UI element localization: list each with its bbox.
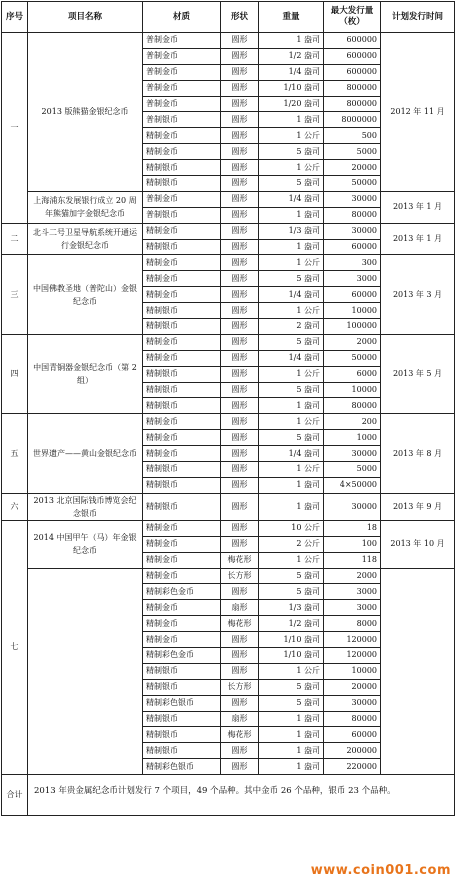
material-cell: 精制金币 bbox=[143, 520, 221, 536]
shape-cell: 圆形 bbox=[221, 584, 259, 600]
weight-cell: 1 公斤 bbox=[259, 663, 324, 679]
shape-cell: 圆形 bbox=[221, 663, 259, 679]
max-issue-cell: 80000 bbox=[324, 207, 381, 223]
weight-cell: 5 盎司 bbox=[259, 584, 324, 600]
material-cell: 精制金币 bbox=[143, 430, 221, 446]
shape-cell: 圆形 bbox=[221, 207, 259, 223]
max-issue-cell: 120000 bbox=[324, 632, 381, 648]
shape-cell: 圆形 bbox=[221, 446, 259, 462]
shape-cell: 圆形 bbox=[221, 759, 259, 775]
project-name: 2013 北京国际钱币博览会纪念银币 bbox=[28, 493, 143, 520]
material-cell: 精制银币 bbox=[143, 493, 221, 520]
material-cell: 精制金币 bbox=[143, 632, 221, 648]
max-issue-cell: 8000 bbox=[324, 616, 381, 632]
total-summary: 2013 年贵金属纪念币计划发行 7 个项目，49 个品种。其中金币 26 个品种，银币 23 个品种。 bbox=[28, 775, 455, 816]
shape-cell: 圆形 bbox=[221, 223, 259, 239]
shape-cell: 圆形 bbox=[221, 319, 259, 335]
max-issue-cell: 60000 bbox=[324, 727, 381, 743]
weight-cell: 1/10 盎司 bbox=[259, 647, 324, 663]
table-body bbox=[2, 33, 455, 775]
max-issue-cell: 20000 bbox=[324, 160, 381, 176]
coin-issue-plan-table bbox=[1, 1, 455, 816]
weight-cell: 1 盎司 bbox=[259, 759, 324, 775]
weight-cell: 1 公斤 bbox=[259, 160, 324, 176]
shape-cell: 圆形 bbox=[221, 176, 259, 192]
material-cell: 精制金币 bbox=[143, 350, 221, 366]
max-issue-cell: 118 bbox=[324, 552, 381, 568]
weight-cell: 1/4 盎司 bbox=[259, 350, 324, 366]
table-row bbox=[2, 191, 455, 207]
shape-cell: 圆形 bbox=[221, 33, 259, 49]
max-issue-cell: 30000 bbox=[324, 223, 381, 239]
material-cell: 精制银币 bbox=[143, 319, 221, 335]
material-cell: 精制银币 bbox=[143, 477, 221, 493]
weight-cell: 1/2 盎司 bbox=[259, 48, 324, 64]
material-cell: 精制金币 bbox=[143, 128, 221, 144]
max-issue-cell: 80000 bbox=[324, 398, 381, 414]
total-row bbox=[2, 775, 455, 816]
shape-cell: 圆形 bbox=[221, 382, 259, 398]
group-seq: 三 bbox=[2, 255, 28, 334]
max-issue-cell: 30000 bbox=[324, 446, 381, 462]
max-issue-cell: 100 bbox=[324, 536, 381, 552]
max-issue-cell: 100000 bbox=[324, 319, 381, 335]
shape-cell: 圆形 bbox=[221, 64, 259, 80]
material-cell: 精制金币 bbox=[143, 223, 221, 239]
material-cell: 精制银币 bbox=[143, 303, 221, 319]
weight-cell: 1 盎司 bbox=[259, 477, 324, 493]
header-row bbox=[2, 2, 455, 33]
shape-cell: 圆形 bbox=[221, 160, 259, 176]
shape-cell: 梅花形 bbox=[221, 616, 259, 632]
max-issue-cell: 1000 bbox=[324, 430, 381, 446]
max-issue-cell: 6000 bbox=[324, 366, 381, 382]
table-row bbox=[2, 414, 455, 430]
weight-cell: 1/4 盎司 bbox=[259, 287, 324, 303]
weight-cell: 1/4 盎司 bbox=[259, 446, 324, 462]
max-issue-cell: 30000 bbox=[324, 695, 381, 711]
group-seq: 七 bbox=[2, 520, 28, 774]
max-issue-cell: 600000 bbox=[324, 48, 381, 64]
col-header-weight: 重量 bbox=[259, 2, 324, 33]
plan-time: 2013 年 10 月 bbox=[381, 520, 455, 568]
plan-time: 2013 年 3 月 bbox=[381, 255, 455, 334]
weight-cell: 1 盎司 bbox=[259, 493, 324, 520]
shape-cell: 圆形 bbox=[221, 334, 259, 350]
material-cell: 精制金币 bbox=[143, 600, 221, 616]
max-issue-cell: 50000 bbox=[324, 350, 381, 366]
material-cell: 精制金币 bbox=[143, 616, 221, 632]
max-issue-cell: 2000 bbox=[324, 334, 381, 350]
weight-cell: 1/4 盎司 bbox=[259, 191, 324, 207]
weight-cell: 1 盎司 bbox=[259, 743, 324, 759]
material-cell: 精制银币 bbox=[143, 176, 221, 192]
material-cell: 精制银币 bbox=[143, 382, 221, 398]
weight-cell: 1 公斤 bbox=[259, 366, 324, 382]
weight-cell: 1/10 盎司 bbox=[259, 632, 324, 648]
project-name: 中国佛教圣地（普陀山）金银纪念币 bbox=[28, 255, 143, 334]
max-issue-cell: 8000000 bbox=[324, 112, 381, 128]
material-cell: 精制银币 bbox=[143, 679, 221, 695]
shape-cell: 圆形 bbox=[221, 536, 259, 552]
max-issue-cell: 18 bbox=[324, 520, 381, 536]
shape-cell: 圆形 bbox=[221, 414, 259, 430]
weight-cell: 1 盎司 bbox=[259, 711, 324, 727]
material-cell: 精制金币 bbox=[143, 287, 221, 303]
max-issue-cell: 300 bbox=[324, 255, 381, 271]
col-header-plan: 计划发行时间 bbox=[381, 2, 455, 33]
project-name: 2014 中国甲午（马）年金银纪念币 bbox=[28, 520, 143, 568]
material-cell: 普制金币 bbox=[143, 33, 221, 49]
material-cell: 精制金币 bbox=[143, 414, 221, 430]
shape-cell: 梅花形 bbox=[221, 552, 259, 568]
max-issue-cell: 2000 bbox=[324, 568, 381, 584]
material-cell: 普制金币 bbox=[143, 191, 221, 207]
weight-cell: 10 公斤 bbox=[259, 520, 324, 536]
weight-cell: 5 盎司 bbox=[259, 695, 324, 711]
project-name: 北斗二号卫星导航系统开通运行金银纪念币 bbox=[28, 223, 143, 255]
material-cell: 普制金币 bbox=[143, 80, 221, 96]
material-cell: 精制金币 bbox=[143, 334, 221, 350]
shape-cell: 圆形 bbox=[221, 695, 259, 711]
shape-cell: 圆形 bbox=[221, 366, 259, 382]
weight-cell: 1/2 盎司 bbox=[259, 616, 324, 632]
weight-cell: 1/3 盎司 bbox=[259, 223, 324, 239]
shape-cell: 圆形 bbox=[221, 271, 259, 287]
shape-cell: 圆形 bbox=[221, 430, 259, 446]
weight-cell: 2 公斤 bbox=[259, 536, 324, 552]
max-issue-cell: 50000 bbox=[324, 176, 381, 192]
shape-cell: 圆形 bbox=[221, 128, 259, 144]
weight-cell: 1 公斤 bbox=[259, 414, 324, 430]
material-cell: 精制银币 bbox=[143, 239, 221, 255]
max-issue-cell: 60000 bbox=[324, 287, 381, 303]
material-cell: 普制银币 bbox=[143, 112, 221, 128]
weight-cell: 1/10 盎司 bbox=[259, 80, 324, 96]
max-issue-cell: 30000 bbox=[324, 191, 381, 207]
weight-cell: 5 盎司 bbox=[259, 430, 324, 446]
material-cell: 精制金币 bbox=[143, 271, 221, 287]
weight-cell: 1 公斤 bbox=[259, 255, 324, 271]
project-name: 上海浦东发展银行成立 20 周年熊猫加字金银纪念币 bbox=[28, 191, 143, 223]
max-issue-cell: 800000 bbox=[324, 96, 381, 112]
shape-cell: 长方形 bbox=[221, 679, 259, 695]
shape-cell: 圆形 bbox=[221, 632, 259, 648]
material-cell: 精制银币 bbox=[143, 366, 221, 382]
weight-cell: 1 盎司 bbox=[259, 112, 324, 128]
weight-cell: 1 公斤 bbox=[259, 552, 324, 568]
plan-time: 2013 年 9 月 bbox=[381, 493, 455, 520]
weight-cell: 5 盎司 bbox=[259, 176, 324, 192]
weight-cell: 2 盎司 bbox=[259, 319, 324, 335]
weight-cell: 1 公斤 bbox=[259, 128, 324, 144]
max-issue-cell: 4×50000 bbox=[324, 477, 381, 493]
max-issue-cell: 200000 bbox=[324, 743, 381, 759]
shape-cell: 圆形 bbox=[221, 743, 259, 759]
project-name: 中国青铜器金银纪念币（第 2 组） bbox=[28, 334, 143, 413]
plan-time: 2013 年 5 月 bbox=[381, 334, 455, 413]
plan-time-blank bbox=[381, 568, 455, 775]
group-seq: 一 bbox=[2, 33, 28, 224]
weight-cell: 1 盎司 bbox=[259, 207, 324, 223]
weight-cell: 5 盎司 bbox=[259, 679, 324, 695]
material-cell: 精制彩色金币 bbox=[143, 647, 221, 663]
material-cell: 普制银币 bbox=[143, 207, 221, 223]
plan-time: 2013 年 1 月 bbox=[381, 191, 455, 223]
table-row bbox=[2, 223, 455, 239]
shape-cell: 圆形 bbox=[221, 477, 259, 493]
material-cell: 精制金币 bbox=[143, 255, 221, 271]
max-issue-cell: 600000 bbox=[324, 64, 381, 80]
material-cell: 精制彩色金币 bbox=[143, 584, 221, 600]
shape-cell: 圆形 bbox=[221, 80, 259, 96]
max-issue-cell: 120000 bbox=[324, 647, 381, 663]
table-row bbox=[2, 520, 455, 536]
weight-cell: 5 盎司 bbox=[259, 334, 324, 350]
weight-cell: 1/20 盎司 bbox=[259, 96, 324, 112]
material-cell: 精制金币 bbox=[143, 446, 221, 462]
material-cell: 精制金币 bbox=[143, 568, 221, 584]
shape-cell: 圆形 bbox=[221, 112, 259, 128]
material-cell: 精制金币 bbox=[143, 536, 221, 552]
col-header-shape: 形状 bbox=[221, 2, 259, 33]
weight-cell: 1 盎司 bbox=[259, 33, 324, 49]
max-issue-cell: 10000 bbox=[324, 382, 381, 398]
material-cell: 精制金币 bbox=[143, 144, 221, 160]
shape-cell: 圆形 bbox=[221, 96, 259, 112]
col-header-material: 材质 bbox=[143, 2, 221, 33]
watermark-logo: www.coin001.com bbox=[310, 863, 451, 878]
shape-cell: 圆形 bbox=[221, 398, 259, 414]
table-row bbox=[2, 493, 455, 520]
shape-cell: 圆形 bbox=[221, 350, 259, 366]
project-name-blank bbox=[28, 568, 143, 775]
group-seq: 六 bbox=[2, 493, 28, 520]
material-cell: 精制银币 bbox=[143, 743, 221, 759]
max-issue-cell: 10000 bbox=[324, 303, 381, 319]
max-issue-cell: 20000 bbox=[324, 679, 381, 695]
weight-cell: 1 公斤 bbox=[259, 303, 324, 319]
shape-cell: 扇形 bbox=[221, 711, 259, 727]
weight-cell: 1 公斤 bbox=[259, 462, 324, 478]
group-seq: 四 bbox=[2, 334, 28, 413]
shape-cell: 扇形 bbox=[221, 600, 259, 616]
shape-cell: 圆形 bbox=[221, 303, 259, 319]
weight-cell: 5 盎司 bbox=[259, 382, 324, 398]
group-seq: 五 bbox=[2, 414, 28, 493]
weight-cell: 5 盎司 bbox=[259, 144, 324, 160]
table-row bbox=[2, 334, 455, 350]
material-cell: 精制银币 bbox=[143, 160, 221, 176]
material-cell: 精制银币 bbox=[143, 663, 221, 679]
max-issue-cell: 3000 bbox=[324, 600, 381, 616]
shape-cell: 圆形 bbox=[221, 239, 259, 255]
max-issue-cell: 80000 bbox=[324, 711, 381, 727]
shape-cell: 梅花形 bbox=[221, 727, 259, 743]
shape-cell: 长方形 bbox=[221, 568, 259, 584]
weight-cell: 1 盎司 bbox=[259, 727, 324, 743]
plan-time: 2013 年 1 月 bbox=[381, 223, 455, 255]
max-issue-cell: 800000 bbox=[324, 80, 381, 96]
shape-cell: 圆形 bbox=[221, 48, 259, 64]
material-cell: 精制银币 bbox=[143, 711, 221, 727]
project-name: 世界遗产——黄山金银纪念币 bbox=[28, 414, 143, 493]
max-issue-cell: 600000 bbox=[324, 33, 381, 49]
material-cell: 普制金币 bbox=[143, 48, 221, 64]
max-issue-cell: 200 bbox=[324, 414, 381, 430]
max-issue-cell: 500 bbox=[324, 128, 381, 144]
col-header-seq: 序号 bbox=[2, 2, 28, 33]
max-issue-cell: 30000 bbox=[324, 493, 381, 520]
weight-cell: 5 盎司 bbox=[259, 271, 324, 287]
table-row bbox=[2, 33, 455, 49]
table-row bbox=[2, 568, 455, 584]
material-cell: 普制金币 bbox=[143, 96, 221, 112]
shape-cell: 圆形 bbox=[221, 144, 259, 160]
plan-time: 2013 年 8 月 bbox=[381, 414, 455, 493]
col-header-project: 项目名称 bbox=[28, 2, 143, 33]
shape-cell: 圆形 bbox=[221, 520, 259, 536]
max-issue-cell: 60000 bbox=[324, 239, 381, 255]
weight-cell: 5 盎司 bbox=[259, 568, 324, 584]
material-cell: 精制银币 bbox=[143, 727, 221, 743]
material-cell: 精制彩色银币 bbox=[143, 759, 221, 775]
max-issue-cell: 10000 bbox=[324, 663, 381, 679]
weight-cell: 1/3 盎司 bbox=[259, 600, 324, 616]
max-issue-cell: 220000 bbox=[324, 759, 381, 775]
max-issue-cell: 5000 bbox=[324, 144, 381, 160]
shape-cell: 圆形 bbox=[221, 191, 259, 207]
weight-cell: 1 盎司 bbox=[259, 398, 324, 414]
col-header-max-issue: 最大发行量（枚） bbox=[324, 2, 381, 33]
shape-cell: 圆形 bbox=[221, 255, 259, 271]
max-issue-cell: 5000 bbox=[324, 462, 381, 478]
max-issue-cell: 3000 bbox=[324, 584, 381, 600]
table-row bbox=[2, 255, 455, 271]
shape-cell: 圆形 bbox=[221, 462, 259, 478]
plan-time: 2012 年 11 月 bbox=[381, 33, 455, 192]
max-issue-cell: 3000 bbox=[324, 271, 381, 287]
shape-cell: 圆形 bbox=[221, 287, 259, 303]
material-cell: 精制彩色银币 bbox=[143, 695, 221, 711]
group-seq: 二 bbox=[2, 223, 28, 255]
shape-cell: 圆形 bbox=[221, 647, 259, 663]
weight-cell: 1 盎司 bbox=[259, 239, 324, 255]
shape-cell: 圆形 bbox=[221, 493, 259, 520]
material-cell: 精制银币 bbox=[143, 398, 221, 414]
project-name: 2013 版熊猫金银纪念币 bbox=[28, 33, 143, 192]
material-cell: 普制金币 bbox=[143, 64, 221, 80]
material-cell: 精制金币 bbox=[143, 552, 221, 568]
weight-cell: 1/4 盎司 bbox=[259, 64, 324, 80]
material-cell: 精制银币 bbox=[143, 462, 221, 478]
total-label: 合计 bbox=[2, 775, 28, 816]
